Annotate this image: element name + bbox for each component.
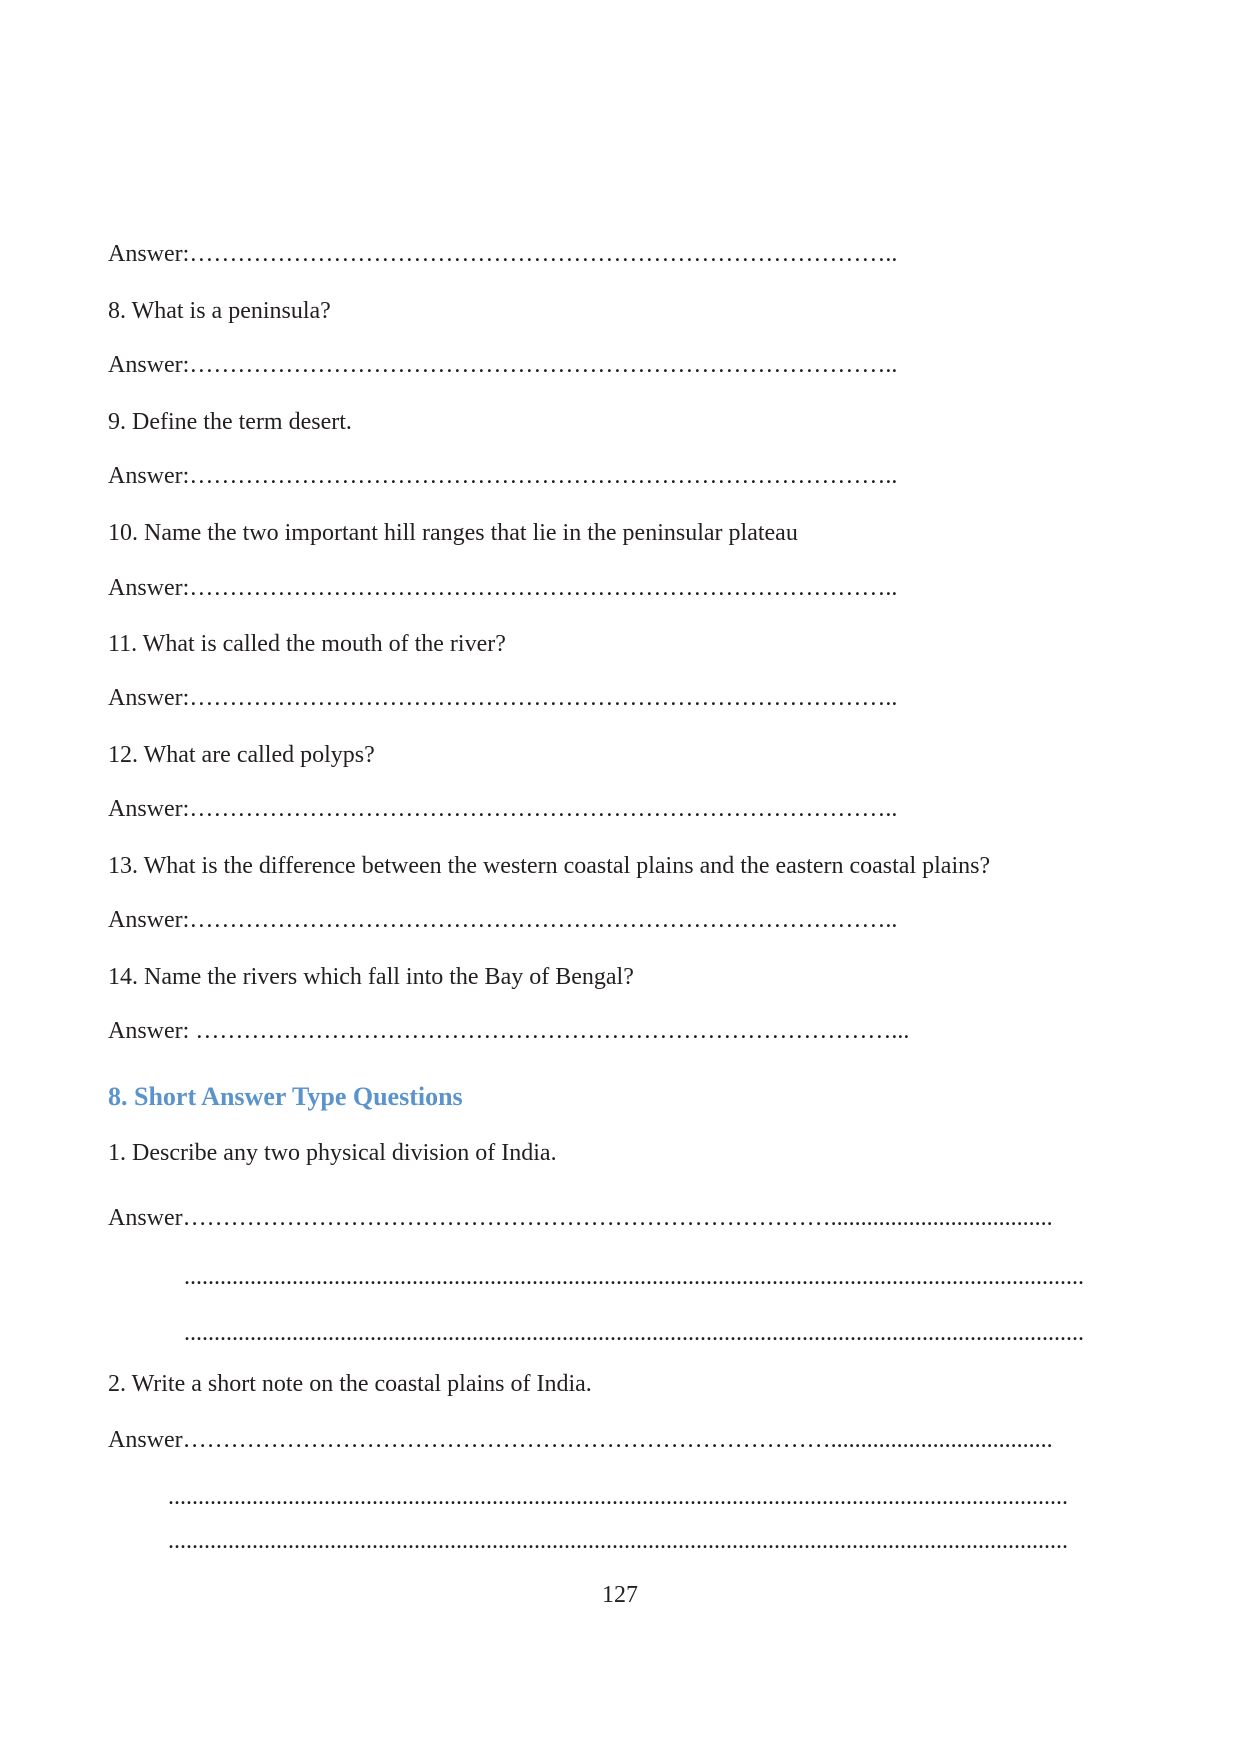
question-9: 9. Define the term desert. xyxy=(108,409,352,435)
answer-line-10: Answer:…………………………………………………………………………….. xyxy=(108,575,898,601)
short-answer-extra-line: ...................................................................................................................................................... xyxy=(168,1528,1068,1554)
question-8: 8. What is a peninsula? xyxy=(108,298,331,324)
question-14: 14. Name the rivers which fall into the Bay of Bengal? xyxy=(108,964,634,990)
answer-line-8: Answer:…………………………………………………………………………….. xyxy=(108,352,898,378)
question-13: 13. What is the difference between the western coastal plains and the eastern coastal plains? xyxy=(108,853,991,879)
question-12: 12. What are called polyps? xyxy=(108,742,375,768)
short-question-1: 1. Describe any two physical division of India. xyxy=(108,1140,557,1166)
short-answer-line-1: Answer………………………………………………………………………..................................... xyxy=(108,1205,1053,1231)
section-heading: 8. Short Answer Type Questions xyxy=(108,1082,463,1111)
page-number: 127 xyxy=(602,1582,638,1608)
answer-line-11: Answer:…………………………………………………………………………….. xyxy=(108,685,898,711)
short-question-2: 2. Write a short note on the coastal plains of India. xyxy=(108,1371,592,1397)
question-10: 10. Name the two important hill ranges that lie in the peninsular plateau xyxy=(108,520,798,546)
answer-line-14: Answer: ……………………………………………………………………………... xyxy=(108,1018,910,1044)
short-answer-extra-line: ...................................................................................................................................................... xyxy=(168,1484,1068,1510)
answer-line-9: Answer:…………………………………………………………………………….. xyxy=(108,463,898,489)
answer-line-13: Answer:…………………………………………………………………………….. xyxy=(108,907,898,933)
short-answer-extra-line: ...................................................................................................................................................... xyxy=(184,1264,1084,1290)
short-answer-line-2: Answer………………………………………………………………………..................................... xyxy=(108,1427,1053,1453)
short-answer-extra-line: ...................................................................................................................................................... xyxy=(184,1320,1084,1346)
answer-line-7: Answer:…………………………………………………………………………….. xyxy=(108,241,898,267)
answer-line-12: Answer:…………………………………………………………………………….. xyxy=(108,796,898,822)
question-11: 11. What is called the mouth of the river? xyxy=(108,631,506,657)
